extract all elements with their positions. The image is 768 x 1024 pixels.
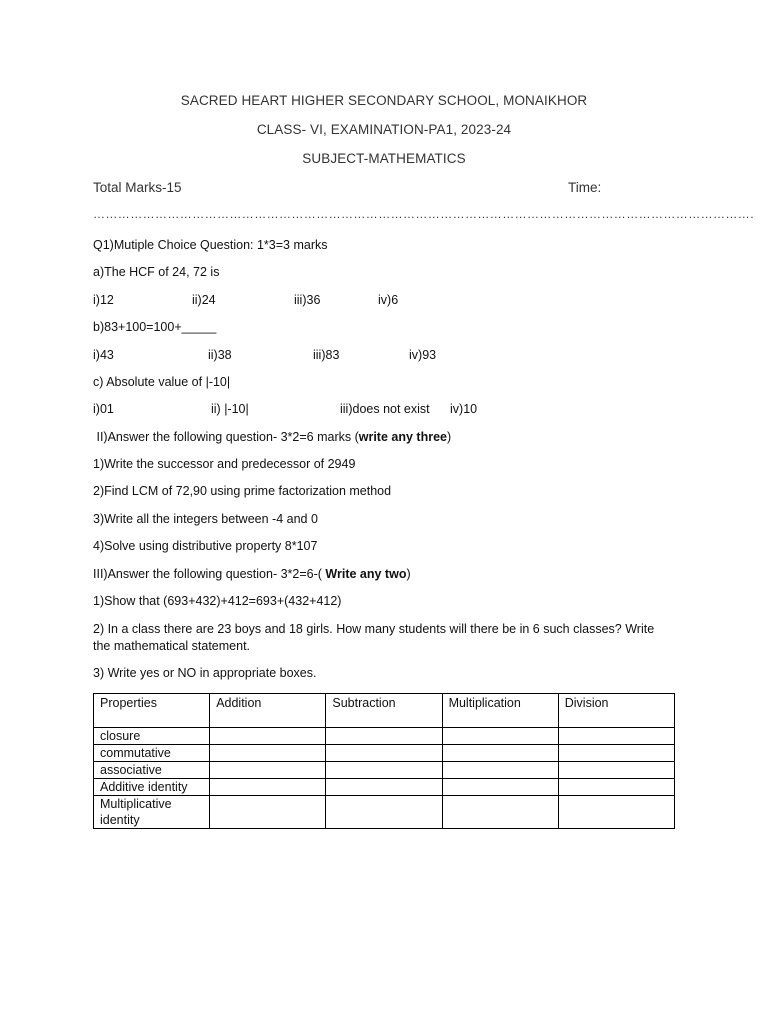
option: iv)10 <box>450 402 478 416</box>
section3-title-bold: Write any two <box>325 567 407 581</box>
answer-cell <box>210 796 326 829</box>
answer-cell <box>442 728 558 745</box>
row-label: closure <box>94 728 210 745</box>
answer-cell <box>558 762 674 779</box>
section2-question-4: 4)Solve using distributive property 8*107 <box>93 539 318 553</box>
school-name: SACRED HEART HIGHER SECONDARY SCHOOL, MONAIKHOR <box>180 93 588 108</box>
class-exam-line: CLASS- VI, EXAMINATION-PA1, 2023-24 <box>256 122 512 137</box>
section2-question-2: 2)Find LCM of 72,90 using prime factorization method <box>93 484 392 498</box>
column-header: Addition <box>210 694 326 728</box>
properties-table <box>93 693 675 829</box>
answer-cell <box>442 779 558 796</box>
option: ii)24 <box>192 293 216 307</box>
section3-question-1: 1)Show that (693+432)+412=693+(432+412) <box>93 594 342 608</box>
question-b: b)83+100=100+_____ <box>93 320 217 334</box>
answer-cell <box>326 745 442 762</box>
answer-cell <box>558 745 674 762</box>
answer-cell <box>210 779 326 796</box>
answer-cell <box>210 728 326 745</box>
section1-title: Q1)Mutiple Choice Question: 1*3=3 marks <box>93 238 328 252</box>
column-header: Subtraction <box>326 694 442 728</box>
answer-cell <box>558 779 674 796</box>
section3-title-prefix: III)Answer the following question- 3*2=6-( <box>93 567 326 581</box>
answer-cell <box>326 762 442 779</box>
column-header: Properties <box>94 694 210 728</box>
option: i)43 <box>93 348 114 362</box>
answer-cell <box>442 745 558 762</box>
answer-cell <box>326 796 442 829</box>
section2-question-3: 3)Write all the integers between -4 and 0 <box>93 512 318 526</box>
section2-title-prefix: II)Answer the following question- 3*2=6 marks ( <box>93 430 359 444</box>
option: i)01 <box>93 402 114 416</box>
option: iii)83 <box>313 348 340 362</box>
row-label: commutative <box>94 745 210 762</box>
table-row <box>94 728 675 745</box>
option: iv)6 <box>378 293 399 307</box>
option: ii)38 <box>208 348 232 362</box>
table-row <box>94 779 675 796</box>
section3-question-3: 3) Write yes or NO in appropriate boxes. <box>93 666 317 680</box>
dotted-separator: ……………………………………………………………………………………………………………………………………………. <box>93 207 754 221</box>
table-row <box>94 762 675 779</box>
section2-question-1: 1)Write the successor and predecessor of 2949 <box>93 457 356 471</box>
total-marks: Total Marks-15 <box>93 180 182 195</box>
answer-cell <box>210 745 326 762</box>
subject-line: SUBJECT-MATHEMATICS <box>302 151 466 166</box>
option: iii)36 <box>294 293 321 307</box>
section2-title-suffix: ) <box>446 430 452 444</box>
table-header-row <box>94 694 675 728</box>
answer-cell <box>326 728 442 745</box>
row-label: Multiplicative identity <box>94 796 210 829</box>
answer-cell <box>442 796 558 829</box>
column-header: Multiplication <box>442 694 558 728</box>
answer-cell <box>558 728 674 745</box>
option: iii)does not exist <box>340 402 430 416</box>
row-label: associative <box>94 762 210 779</box>
answer-cell <box>326 779 442 796</box>
answer-cell <box>558 796 674 829</box>
section2-title-bold: write any three <box>358 430 447 444</box>
answer-cell <box>442 762 558 779</box>
option: ii) |-10| <box>211 402 249 416</box>
section2-title <box>93 430 451 444</box>
section3-title-suffix: ) <box>406 567 411 581</box>
answer-cell <box>210 762 326 779</box>
time-label: Time: <box>568 180 602 195</box>
marks-time-row <box>93 180 675 195</box>
section3-title <box>93 567 411 581</box>
table-row <box>94 796 675 829</box>
question-c: c) Absolute value of |-10| <box>93 375 231 389</box>
section3-question-2: 2) In a class there are 23 boys and 18 girls. How many students will there be in 6 such classes? Write the mathematical statement. <box>93 622 655 653</box>
option: i)12 <box>93 293 114 307</box>
question-a: a)The HCF of 24, 72 is <box>93 265 220 279</box>
table-row <box>94 745 675 762</box>
column-header: Division <box>558 694 674 728</box>
option: iv)93 <box>409 348 437 362</box>
row-label: Additive identity <box>94 779 210 796</box>
